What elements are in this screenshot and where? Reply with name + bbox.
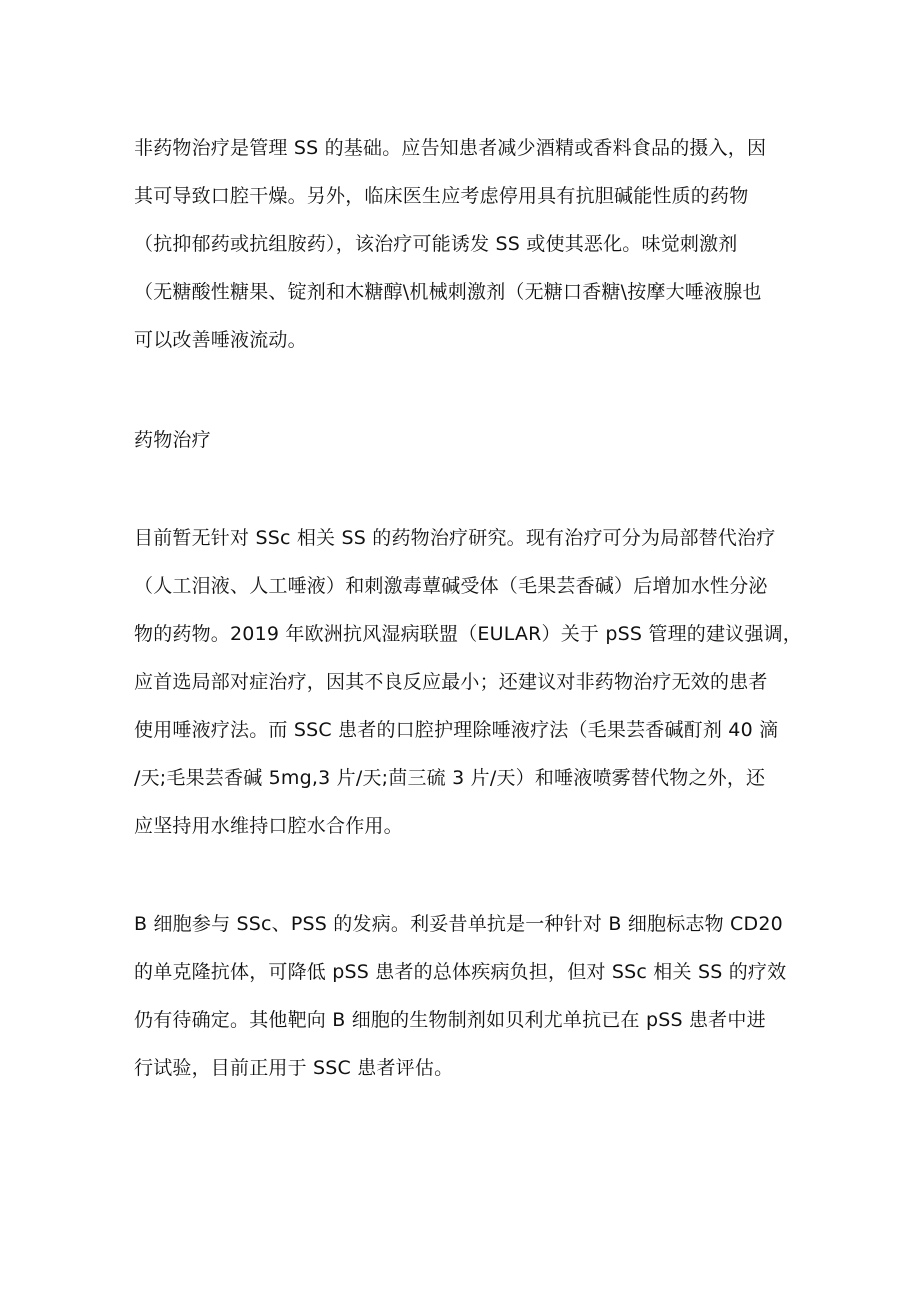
text-line: 其可导致口腔干燥。另外，临床医生应考虑停用具有抗胆碱能性质的药物 [134,185,749,207]
paragraph-b-cell [134,900,794,1092]
paragraph-drug-treatment [134,514,802,850]
text-line: 物的药物。2019 年欧洲抗风湿病联盟（EULAR）关于 pSS 管理的建议强调， [134,623,802,645]
text-line: /天;毛果芸香碱 5mg,3 片/天;茴三硫 3 片/天）和唾液喷雾替代物之外，还 [134,767,766,789]
text-line: B 细胞参与 SSc、PSS 的发病。利妥昔单抗是一种针对 B 细胞标志物 CD20 [134,913,783,935]
text-line: 可以改善唾液流动。 [134,329,307,351]
section-heading [134,416,794,464]
text-line: 应坚持用水维持口腔水合作用。 [134,815,403,837]
text-line: 行试验，目前正用于 SSC 患者评估。 [134,1057,454,1079]
text-line: （无糖酸性糖果、锭剂和木糖醇\机械刺激剂（无糖口香糖\按摩大唾液腺也 [134,281,762,303]
text-line: 目前暂无针对 SSc 相关 SS 的药物治疗研究。现有治疗可分为局部替代治疗 [134,527,776,549]
paragraph-non-drug-treatment [134,124,794,364]
text-line: 仍有待确定。其他靶向 B 细胞的生物制剂如贝利尤单抗已在 pSS 患者中进 [134,1009,766,1031]
heading-text: 药物治疗 [134,429,211,451]
text-line: （抗抑郁药或抗组胺药），该治疗可能诱发 SS 或使其恶化。味觉刺激剂 [134,233,738,255]
text-line: （人工泪液、人工唾液）和刺激毒蕈碱受体（毛果芸香碱）后增加水性分泌 [134,575,768,597]
text-line: 应首选局部对症治疗，因其不良反应最小；还建议对非药物治疗无效的患者 [134,671,768,693]
text-line: 使用唾液疗法。而 SSC 患者的口腔护理除唾液疗法（毛果芸香碱酊剂 40 滴 [134,719,779,741]
text-line: 非药物治疗是管理 SS 的基础。应告知患者减少酒精或香料食品的摄入，因 [134,137,767,159]
text-line: 的单克隆抗体，可降低 pSS 患者的总体疾病负担，但对 SSc 相关 SS 的疗效 [134,961,787,983]
